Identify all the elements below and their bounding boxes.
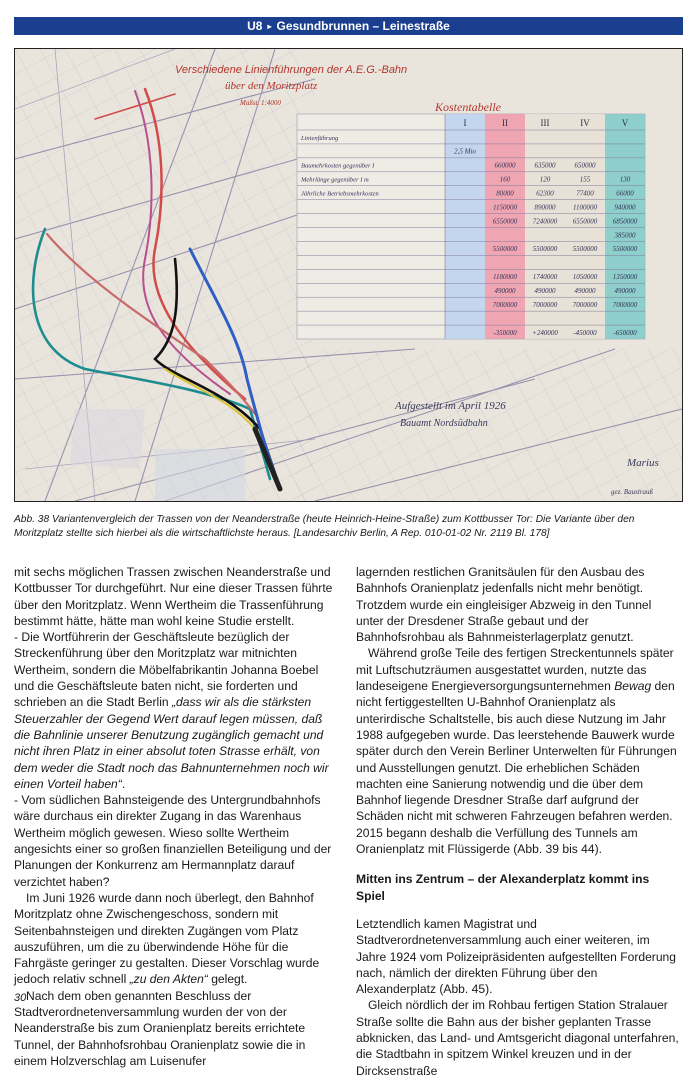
table-cell: 1100000 xyxy=(573,203,597,212)
table-cell: 80000 xyxy=(496,189,514,198)
table-column-header: II xyxy=(502,118,508,128)
signature-line-2: Bauamt Nordsüdbahn xyxy=(400,418,488,429)
paragraph: - Vom südlichen Bahnsteigende des Untergrundbahnhofs wäre durchaus ein direkter Zugang in das Warenhaus Wertheim möglich gewesen. Wieso sollte Wertheim angesichts einer so großen finanziellen Beteiligung und der Planungen der Konkurrenz am Hermannplatz darauf verzichtet haben? xyxy=(14,793,332,889)
table-cell: 635000 xyxy=(534,161,556,170)
table-cell: -350000 xyxy=(493,328,517,337)
table-row-label: Jährliche Betriebsmehrkosten xyxy=(301,190,379,198)
quote-text: „dass wir als die stärksten Steuerzahler der Gegend Wert darauf legen müssen, daß die Bahnlinie unserer Benutzung zugänglich gemacht und nicht ihren Platz in einer absolut toten Strasse erhält, von dem weder die Stadt noch das Bahnunternehmen noch wir einen Vorteil haben“ xyxy=(14,695,329,791)
text-run: gelegt. xyxy=(207,972,248,987)
text-run: - Die Wortführerin der Geschäftsleute bezüglich der Streckenführung über den Moritzplatz war mitnichten Wertheim, sondern die Möbelfabrikantin Johanna Boebel und die Geschäftsleute baten nicht, sie forderten und schrieben an die Stadt Berlin xyxy=(14,630,319,710)
table-cell: 155 xyxy=(579,175,591,184)
table-cell: 385000 xyxy=(614,231,636,240)
table-row-label: Linienführung xyxy=(301,134,339,142)
paragraph xyxy=(14,629,337,792)
map-title-1: Verschiedene Linienführungen der A.E.G.-Bahn xyxy=(175,64,408,76)
table-cell: 5500000 xyxy=(612,245,638,254)
table-cell: 7000000 xyxy=(532,300,558,309)
paragraph: lagernden restlichen Granitsäulen für den Ausbau des Bahnhofs Oranienplatz jedenfalls nicht mehr benötigt. Trotzdem wurde ein eingleisiger Abzweig in den Tunnel unter der Dresdener Straße gebaut und der Bahnhofsrohbau als Bahnmeisterlagerplatz genutzt. xyxy=(356,565,652,645)
text-run: . xyxy=(121,776,126,791)
table-cell: -450000 xyxy=(573,328,597,337)
table-cell: -650000 xyxy=(613,328,637,337)
table-row-label: Baumehrkosten gegenüber I xyxy=(301,162,375,170)
text-column-left xyxy=(14,564,337,1069)
page-number: 30 xyxy=(14,992,27,1004)
table-cell: 890000 xyxy=(534,203,556,212)
table-cell: 7240000 xyxy=(532,217,558,226)
table-cell: 6550000 xyxy=(492,217,518,226)
text-run: Im Juni 1926 wurde dann noch überlegt, den Bahnhof Moritzplatz ohne Zwischengeschoss, sondern mit Seitenbahnsteigen und direkten Zugängen vom Platz auszuführen, um die zu überwindende Höhe für die Fahrgäste geringer zu gestalten. Dieser Vorschlag wurde jedoch relativ schnell xyxy=(14,890,320,987)
paragraph xyxy=(14,890,337,988)
table-column-header: V xyxy=(621,118,629,128)
table-cell: 66000 xyxy=(616,189,634,198)
table-cell: +240000 xyxy=(532,328,558,337)
map-drawing xyxy=(15,49,682,501)
table-cell: 62300 xyxy=(536,189,554,198)
table-cell: 1180000 xyxy=(493,273,517,282)
section-heading: Mitten ins Zentrum – der Alexanderplatz kommt ins Spiel xyxy=(356,872,650,903)
text-run: den nicht fertiggestellten U-Bahnhof Oranienplatz als unterirdische Schaltstelle, bis auch diese Nutzung im Jahr 1988 aufgegeben wurde. Das leerstehende Bauwerk wurde später durch den Verein Berliner Unterwelten für Führungen und Ausstellungen genutzt. Die erheblichen Schäden machten eine Sanierung notwendig und die über dem Bahnhof liegende Dresdner Straße darf aufgrund der Schäden nicht mit schweren Fahrzeugen befahren werden. 2015 begann deshalb die Verfüllung des Tunnels am Oranienplatz mit Flüssigerde (Abb. 39 bis 44). xyxy=(356,679,677,857)
header-title: Gesundbrunnen – Leinestraße xyxy=(276,19,450,33)
table-cell: 7000000 xyxy=(492,300,518,309)
text-run: Während große Teile des fertigen Streckentunnels später mit Luftschutzräumen ausgestattet wurden, nutzte das landeseigene Energieversorgungsunternehmen xyxy=(356,646,674,694)
table-cell: 2,5 Mio xyxy=(454,147,476,156)
table-cell: 77400 xyxy=(576,189,594,198)
table-cell: 1150000 xyxy=(493,203,517,212)
table-cell: 120 xyxy=(539,175,551,184)
table-column-header: I xyxy=(463,118,467,128)
text-column-right xyxy=(356,564,679,1079)
table-column-header: IV xyxy=(580,118,590,128)
quote-text: Bewag xyxy=(614,679,652,694)
table-row-label: Mehrlänge gegenüber I m xyxy=(301,176,369,184)
table-cell: 1350000 xyxy=(612,273,638,282)
signature-name: Marius xyxy=(627,457,659,469)
table-cell: 5500000 xyxy=(492,245,518,254)
table-cell: 940000 xyxy=(614,203,636,212)
signature-sub: gez. Baustrauß xyxy=(611,488,653,496)
cost-table xyxy=(297,100,645,339)
quote-text: „zu den Akten“ xyxy=(129,972,208,987)
paragraph: Letztendlich kamen Magistrat und Stadtverordnetenversammlung auch einer weiteren, im Jahre 1924 vom Polizeipräsidenten aufgestellten Forderung nach, nämlich der direkten Führung über den Alexanderplatz (Abb. 45). xyxy=(356,916,677,997)
triangle-icon: ▸ xyxy=(267,22,272,31)
figure-caption: Abb. 38 Variantenvergleich der Trassen von der Neanderstraße (heute Heinrich-Heine-Straße) zum Kottbusser Tor: Die Variante über den Moritzplatz stellte sich hierbei als die wirtschaftlichste heraus. [Landesarchiv Berlin, A Rep. 010-01-02 Nr. 2119 Bl. 178] xyxy=(14,514,635,539)
running-header xyxy=(14,17,683,35)
table-cell: 490000 xyxy=(574,287,596,296)
map-title-2: über den Moritzplatz xyxy=(225,80,318,92)
paragraph: mit sechs möglichen Trassen zwischen Neanderstraße und Kottbusser Tor durchgeführt. Nur eine dieser Trassen führte über den Moritzplatz. Wenn Wertheim die Trassenführung bestimmt hätte, hätte man wohl keine Studie erstellt. xyxy=(14,565,333,628)
table-cell: 130 xyxy=(619,175,631,184)
historic-plan-figure xyxy=(14,48,683,502)
table-cell: 1740000 xyxy=(532,273,558,282)
map-scale: Maßst. 1:4000 xyxy=(240,99,281,107)
paragraph: Nach dem oben genannten Beschluss der Stadtverordnetenversammlung wurden der von der Neanderstraße bis zum Oranienplatz bereits errichtete Tunnel, der Bahnhofsrohbau Oranienplatz sowie die in einem Holzverschlag am Luisenufer xyxy=(14,988,306,1068)
table-cell: 660000 xyxy=(494,161,516,170)
line-label: U8 xyxy=(247,19,263,33)
table-cell: 490000 xyxy=(614,287,636,296)
table-cell: 6550000 xyxy=(572,217,598,226)
table-title: Kostentabelle xyxy=(435,100,501,114)
table-cell: 650000 xyxy=(574,161,596,170)
table-cell: 6850000 xyxy=(612,217,638,226)
table-cell: 7000000 xyxy=(612,300,638,309)
table-cell: 7000000 xyxy=(572,300,598,309)
table-column-header: III xyxy=(540,118,550,128)
table-cell: 160 xyxy=(499,175,511,184)
table-cell: 1050000 xyxy=(572,273,598,282)
signature-line-1: Aufgestellt im April 1926 xyxy=(395,400,506,412)
paragraph xyxy=(356,645,679,857)
table-cell: 490000 xyxy=(494,287,516,296)
table-cell: 5500000 xyxy=(532,245,558,254)
table-cell: 490000 xyxy=(534,287,556,296)
paragraph: Gleich nördlich der im Rohbau fertigen Station Stralauer Straße sollte die Bahn aus der bisher geplanten Trasse abknicken, das Land- und Amtsgericht diagonal unterfahren, die Stadtbahn in spitzem Winkel kreuzen und in der Dircksenstraße xyxy=(356,998,679,1078)
table-cell: 5500000 xyxy=(572,245,598,254)
